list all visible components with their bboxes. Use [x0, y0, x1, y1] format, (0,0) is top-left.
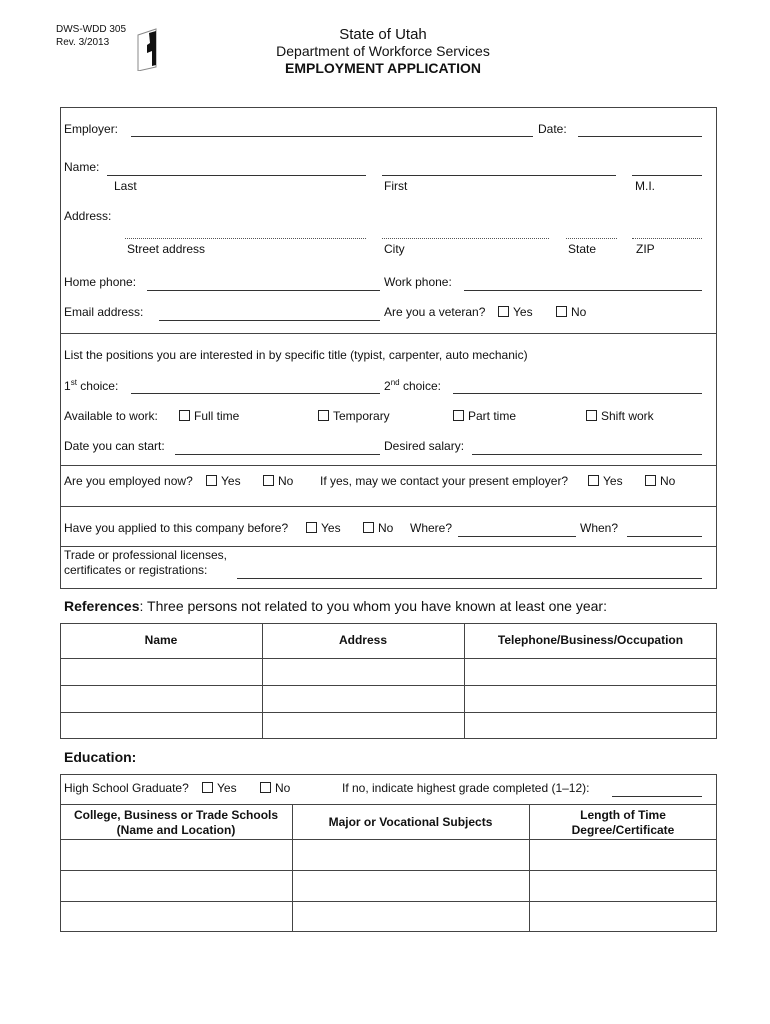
veteran-no-checkbox[interactable] — [556, 306, 567, 317]
licenses-field[interactable] — [237, 578, 702, 579]
education-row-3[interactable] — [61, 902, 717, 931]
salary-label: Desired salary: — [384, 439, 465, 453]
page-title: EMPLOYMENT APPLICATION — [285, 60, 481, 76]
employed-no-label: No — [278, 474, 294, 488]
part-time-label: Part time — [468, 409, 517, 423]
where-field[interactable] — [458, 536, 576, 537]
form-code: DWS-WDD 305 — [56, 24, 127, 35]
education-heading: Education: — [64, 749, 137, 765]
references-title: References — [64, 598, 140, 614]
veteran-yes-option[interactable] — [498, 305, 533, 319]
shift-work-label: Shift work — [601, 409, 654, 423]
first-choice-label — [64, 378, 118, 393]
references-col-address: Address — [338, 633, 388, 647]
applied-yes-option[interactable] — [306, 521, 341, 535]
applied-yes-label: Yes — [321, 521, 341, 535]
first-name-caption: First — [384, 179, 408, 193]
highest-grade-field[interactable] — [612, 796, 702, 797]
education-row-2[interactable] — [61, 871, 717, 901]
second-choice-suffix: nd — [390, 378, 400, 387]
contact-employer-label: If yes, may we contact your present employer? — [320, 474, 569, 488]
hs-no-option[interactable] — [260, 781, 290, 795]
full-time-checkbox[interactable] — [179, 410, 190, 421]
veteran-yes-label: Yes — [513, 305, 533, 319]
applied-no-label: No — [378, 521, 394, 535]
positions-intro: List the positions you are interested in by specific title (typist, carpenter, auto mechanic) — [64, 348, 528, 362]
reference-row-3[interactable] — [61, 713, 717, 738]
temporary-option[interactable] — [318, 409, 390, 423]
veteran-no-label: No — [571, 305, 587, 319]
last-name-field[interactable] — [107, 175, 366, 176]
employer-field[interactable] — [131, 136, 533, 137]
education-col-schools: College, Business or Trade Schools (Name and Location) — [73, 808, 279, 837]
hs-no-checkbox[interactable] — [260, 782, 271, 793]
employed-yes-option[interactable] — [206, 474, 241, 488]
contact-yes-label: Yes — [603, 474, 623, 488]
hs-yes-checkbox[interactable] — [202, 782, 213, 793]
state-caption: State — [568, 242, 597, 256]
full-time-label: Full time — [194, 409, 240, 423]
contact-no-label: No — [660, 474, 676, 488]
employer-label: Employer: — [64, 122, 119, 136]
where-label: Where? — [410, 521, 453, 535]
header-department: Department of Workforce Services — [276, 43, 490, 59]
when-label: When? — [580, 521, 619, 535]
hs-graduate-label: High School Graduate? — [64, 781, 189, 795]
date-label: Date: — [538, 122, 567, 136]
divider — [60, 546, 717, 547]
city-field[interactable] — [382, 238, 549, 239]
contact-yes-checkbox[interactable] — [588, 475, 599, 486]
name-label: Name: — [64, 160, 100, 174]
part-time-checkbox[interactable] — [453, 410, 464, 421]
row-divider — [60, 804, 717, 805]
second-choice-text: choice: — [402, 379, 441, 393]
full-time-option[interactable] — [179, 409, 239, 423]
email-field[interactable] — [159, 320, 380, 321]
employed-no-checkbox[interactable] — [263, 475, 274, 486]
applied-yes-checkbox[interactable] — [306, 522, 317, 533]
form-revision: Rev. 3/2013 — [56, 37, 110, 48]
employed-yes-label: Yes — [221, 474, 241, 488]
hs-yes-option[interactable] — [202, 781, 237, 795]
divider — [60, 506, 717, 507]
start-date-label: Date you can start: — [64, 439, 165, 453]
first-choice-suffix: st — [70, 378, 77, 387]
header-state: State of Utah — [339, 26, 427, 43]
references-description: : Three persons not related to you whom you have known at least one year: — [139, 598, 607, 614]
applied-before-label: Have you applied to this company before? — [64, 521, 289, 535]
street-address-field[interactable] — [125, 238, 366, 239]
veteran-no-option[interactable] — [556, 305, 586, 319]
employed-no-option[interactable] — [263, 474, 293, 488]
contact-no-option[interactable] — [645, 474, 675, 488]
hs-yes-label: Yes — [217, 781, 237, 795]
when-field[interactable] — [627, 536, 702, 537]
city-caption: City — [384, 242, 405, 256]
salary-field[interactable] — [472, 454, 702, 455]
references-heading — [64, 598, 607, 614]
highest-grade-label: If no, indicate highest grade completed (1–12): — [342, 781, 590, 795]
applied-no-option[interactable] — [363, 521, 393, 535]
employed-yes-checkbox[interactable] — [206, 475, 217, 486]
applied-no-checkbox[interactable] — [363, 522, 374, 533]
divider — [60, 465, 717, 466]
temporary-checkbox[interactable] — [318, 410, 329, 421]
first-choice-text: choice: — [80, 379, 119, 393]
divider — [60, 333, 717, 334]
first-choice-field[interactable] — [131, 393, 380, 394]
zip-caption: ZIP — [636, 242, 655, 256]
second-choice-label — [384, 378, 441, 393]
state-field[interactable] — [566, 238, 617, 239]
references-col-name: Name — [144, 633, 178, 647]
available-label: Available to work: — [64, 409, 158, 423]
contact-no-checkbox[interactable] — [645, 475, 656, 486]
second-choice-number: 2 — [384, 379, 391, 393]
shift-work-option[interactable] — [586, 409, 654, 423]
education-col-major: Major or Vocational Subjects — [328, 815, 493, 829]
home-phone-label: Home phone: — [64, 275, 137, 289]
utah-logo-icon — [136, 27, 164, 71]
work-phone-field[interactable] — [464, 290, 702, 291]
references-col-telephone: Telephone/Business/Occupation — [497, 633, 684, 647]
date-field[interactable] — [578, 136, 702, 137]
veteran-yes-checkbox[interactable] — [498, 306, 509, 317]
email-label: Email address: — [64, 305, 144, 319]
middle-initial-field[interactable] — [632, 175, 702, 176]
street-address-caption: Street address — [127, 242, 206, 256]
contact-yes-option[interactable] — [588, 474, 623, 488]
reference-row-1[interactable] — [61, 659, 717, 685]
employed-now-label: Are you employed now? — [64, 474, 193, 488]
second-choice-field[interactable] — [453, 393, 702, 394]
start-date-field[interactable] — [175, 454, 380, 455]
last-name-caption: Last — [114, 179, 137, 193]
address-label: Address: — [64, 209, 112, 223]
education-col-length: Length of Time Degree/Certificate — [571, 808, 675, 837]
reference-row-2[interactable] — [61, 686, 717, 712]
licenses-label-line1: Trade or professional licenses, — [64, 548, 227, 562]
middle-initial-caption: M.I. — [635, 179, 655, 193]
veteran-label: Are you a veteran? — [384, 305, 486, 319]
work-phone-label: Work phone: — [384, 275, 452, 289]
home-phone-field[interactable] — [147, 290, 380, 291]
zip-field[interactable] — [632, 238, 702, 239]
hs-no-label: No — [275, 781, 291, 795]
shift-work-checkbox[interactable] — [586, 410, 597, 421]
temporary-label: Temporary — [333, 409, 390, 423]
first-name-field[interactable] — [382, 175, 616, 176]
part-time-option[interactable] — [453, 409, 516, 423]
education-row-1[interactable] — [61, 840, 717, 870]
licenses-label-line2: certificates or registrations: — [64, 563, 208, 577]
first-choice-number: 1 — [64, 379, 71, 393]
